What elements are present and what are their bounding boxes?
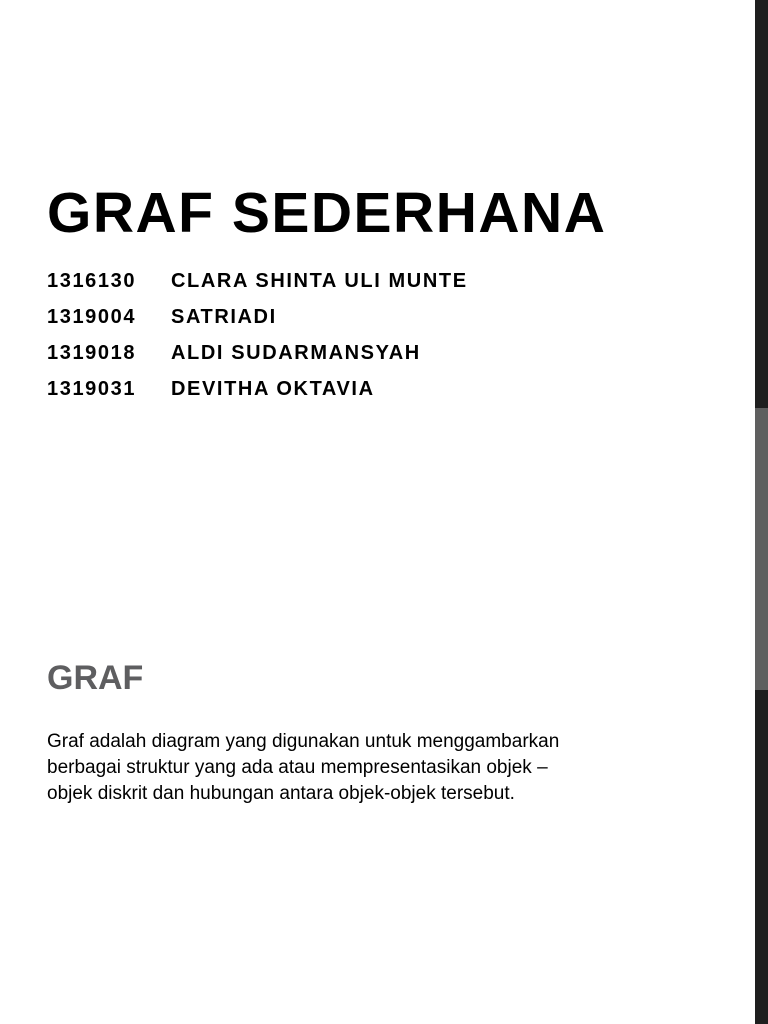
body-line: Graf adalah diagram yang digunakan untuk menggambarkan [47, 731, 560, 752]
body-paragraph [47, 729, 737, 807]
member-item [47, 374, 468, 410]
member-name: ALDI SUDARMANSYAH [171, 342, 421, 364]
scrollbar-thumb[interactable] [755, 408, 768, 690]
member-nim: 1319031 [47, 378, 137, 400]
member-item [47, 338, 468, 374]
member-name: CLARA SHINTA ULI MUNTE [171, 270, 468, 292]
section-title: GRAF [47, 659, 144, 697]
member-name: DEVITHA OKTAVIA [171, 378, 375, 400]
member-item [47, 266, 468, 302]
member-name: SATRIADI [171, 306, 277, 328]
body-line: berbagai struktur yang ada atau mempresentasikan objek – [47, 757, 548, 778]
slide-title: GRAF SEDERHANA [47, 181, 607, 245]
member-nim: 1316130 [47, 270, 137, 292]
body-line: objek diskrit dan hubungan antara objek-objek tersebut. [47, 783, 515, 804]
member-nim: 1319018 [47, 342, 137, 364]
member-list [47, 266, 468, 410]
member-item [47, 302, 468, 338]
member-nim: 1319004 [47, 306, 137, 328]
